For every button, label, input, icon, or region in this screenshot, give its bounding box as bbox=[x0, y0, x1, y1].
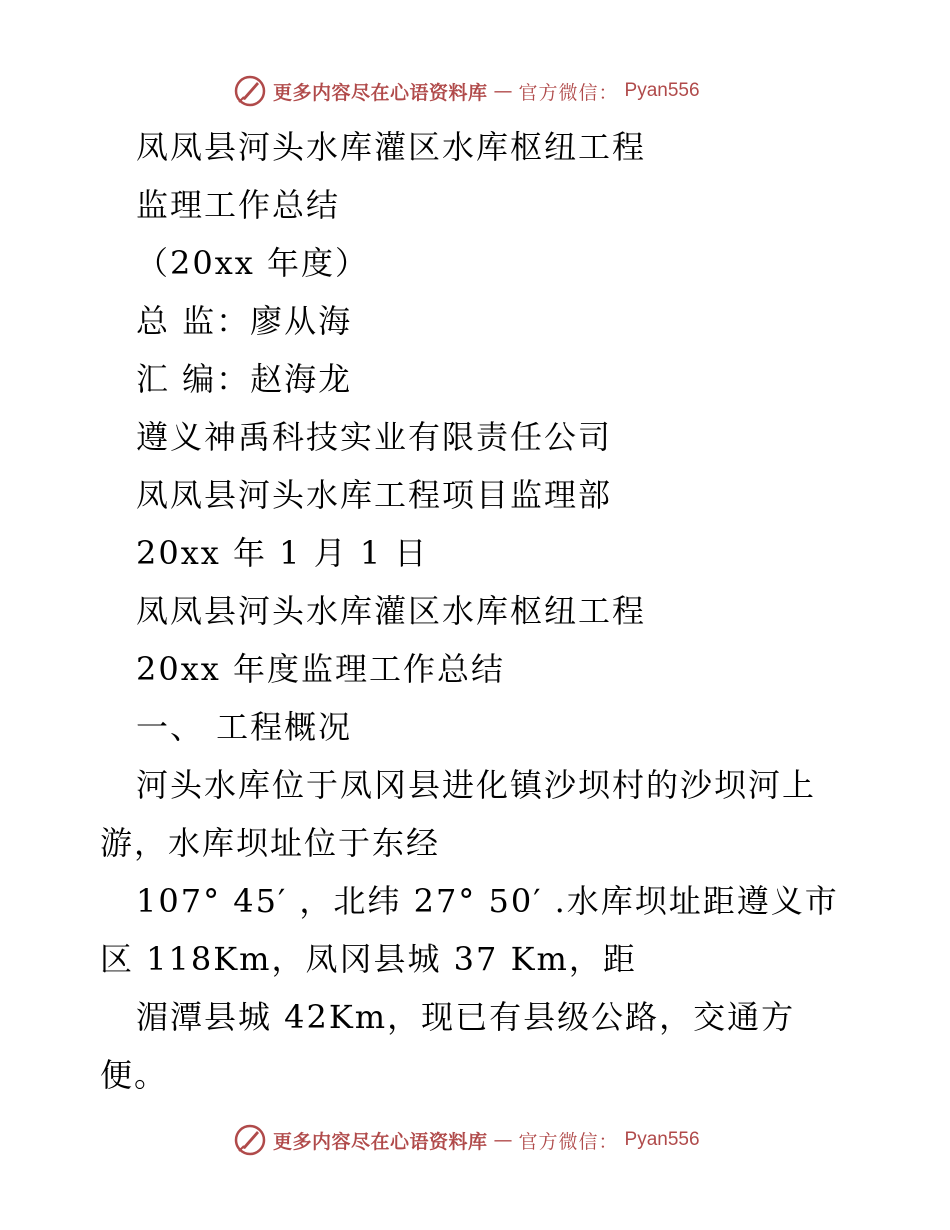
doc-line-department: 凤凤县河头水库工程项目监理部 bbox=[136, 476, 613, 514]
doc-line-title-repeat: 凤凤县河头水库灌区水库枢纽工程 bbox=[136, 592, 647, 630]
doc-line-chief-supervisor: 总 监：廖从海 bbox=[136, 302, 353, 340]
watermark-separator: — bbox=[493, 80, 513, 102]
quill-seal-icon bbox=[233, 74, 267, 108]
doc-line-date: 20xx 年 1 月 1 日 bbox=[136, 534, 429, 572]
watermark-wechat-id: Pyan556 bbox=[624, 80, 700, 101]
doc-section-heading: 一、 工程概况 bbox=[136, 708, 353, 746]
doc-line-subtitle: 监理工作总结 bbox=[136, 186, 341, 224]
doc-paragraph-3: 湄潭县城 42Km，现已有县级公路，交通方便。 bbox=[100, 998, 796, 1094]
doc-line-title: 凤凤县河头水库灌区水库枢纽工程 bbox=[136, 128, 647, 166]
watermark-wechat-id: Pyan556 bbox=[624, 1129, 700, 1150]
quill-seal-icon bbox=[233, 1123, 267, 1157]
doc-line-compiler: 汇 编：赵海龙 bbox=[136, 360, 353, 398]
doc-paragraph-1: 河头水库位于凤冈县进化镇沙坝村的沙坝河上游，水库坝址位于东经 bbox=[100, 766, 817, 862]
watermark-text: 更多内容尽在心语资料库 bbox=[273, 1130, 488, 1153]
watermark-wechat-label: 官方微信： bbox=[518, 1130, 619, 1153]
doc-line-year: （20xx 年度） bbox=[136, 244, 369, 282]
watermark-separator: — bbox=[493, 1129, 513, 1151]
watermark-wechat-label: 官方微信： bbox=[518, 81, 619, 104]
doc-line-company: 遵义神禹科技实业有限责任公司 bbox=[136, 418, 613, 456]
watermark-banner-top bbox=[233, 74, 700, 108]
watermark-banner-bottom bbox=[233, 1123, 700, 1157]
watermark-text: 更多内容尽在心语资料库 bbox=[273, 81, 488, 104]
document-body bbox=[100, 118, 860, 1104]
doc-paragraph-2: 107° 45′ ，北纬 27° 50′ .水库坝址距遵义市区 118Km，凤冈县城 37 Km，距 bbox=[100, 882, 839, 978]
doc-line-summary-heading: 20xx 年度监理工作总结 bbox=[136, 650, 505, 688]
